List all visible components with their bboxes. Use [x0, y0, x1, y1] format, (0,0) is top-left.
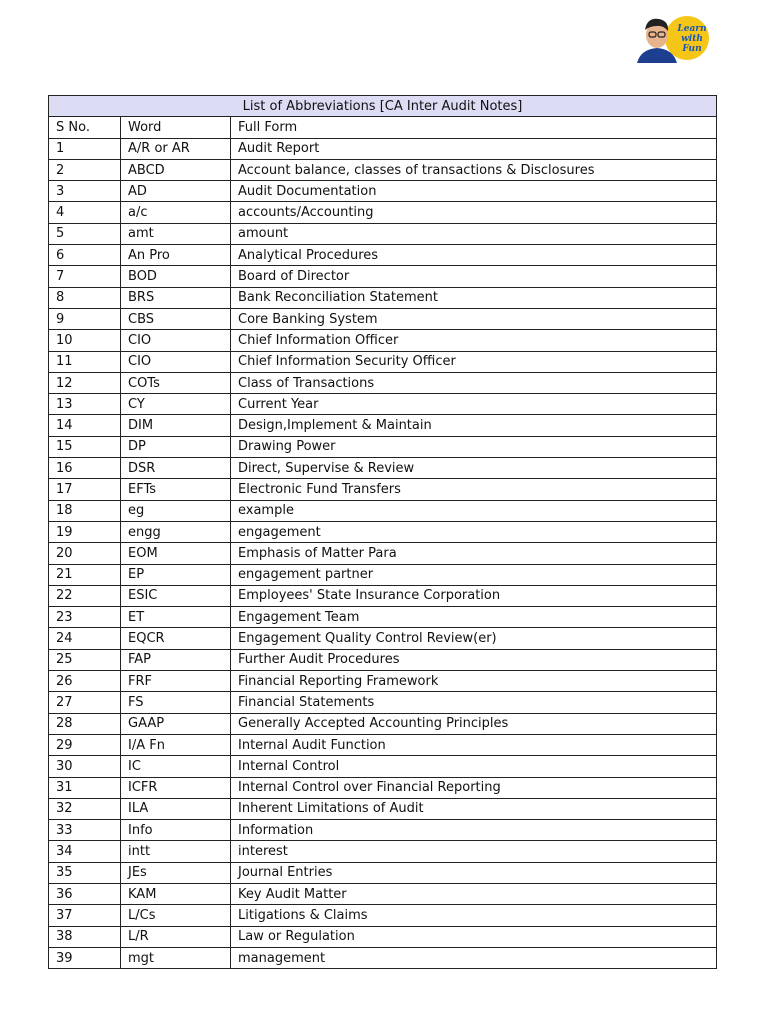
cell-word: I/A Fn: [121, 734, 231, 755]
table-row: [49, 266, 717, 287]
cell-full-form: Core Banking System: [231, 308, 717, 329]
cell-s-no: 33: [49, 820, 121, 841]
cell-word: ILA: [121, 798, 231, 819]
table-row: [49, 926, 717, 947]
cell-full-form: Further Audit Procedures: [231, 649, 717, 670]
table-title: List of Abbreviations [CA Inter Audit Notes]: [49, 96, 717, 117]
cell-full-form: Audit Report: [231, 138, 717, 159]
cell-full-form: accounts/Accounting: [231, 202, 717, 223]
table-row: [49, 585, 717, 606]
cell-full-form: engagement: [231, 521, 717, 542]
cell-full-form: Employees' State Insurance Corporation: [231, 585, 717, 606]
table-row: [49, 287, 717, 308]
cell-word: ET: [121, 607, 231, 628]
cell-s-no: 32: [49, 798, 121, 819]
cell-s-no: 26: [49, 671, 121, 692]
cell-s-no: 18: [49, 500, 121, 521]
cell-word: ICFR: [121, 777, 231, 798]
cell-s-no: 20: [49, 543, 121, 564]
table-row: [49, 798, 717, 819]
cell-word: mgt: [121, 947, 231, 968]
cell-word: FS: [121, 692, 231, 713]
cell-s-no: 7: [49, 266, 121, 287]
cell-word: BOD: [121, 266, 231, 287]
table-row: [49, 734, 717, 755]
cell-full-form: Chief Information Security Officer: [231, 351, 717, 372]
cell-word: KAM: [121, 883, 231, 904]
cell-word: CIO: [121, 351, 231, 372]
table-row: [49, 841, 717, 862]
cell-full-form: Board of Director: [231, 266, 717, 287]
cell-s-no: 9: [49, 308, 121, 329]
cell-full-form: Current Year: [231, 394, 717, 415]
cell-word: intt: [121, 841, 231, 862]
table-row: [49, 245, 717, 266]
cell-s-no: 25: [49, 649, 121, 670]
table-row: [49, 436, 717, 457]
cell-full-form: Law or Regulation: [231, 926, 717, 947]
table-row: [49, 458, 717, 479]
table-row: [49, 202, 717, 223]
cell-word: EQCR: [121, 628, 231, 649]
cell-s-no: 16: [49, 458, 121, 479]
cell-full-form: Inherent Limitations of Audit: [231, 798, 717, 819]
cell-word: DP: [121, 436, 231, 457]
table-row: [49, 159, 717, 180]
cell-s-no: 13: [49, 394, 121, 415]
cell-word: EP: [121, 564, 231, 585]
table-row: [49, 947, 717, 968]
cell-s-no: 14: [49, 415, 121, 436]
table-row: [49, 308, 717, 329]
cell-full-form: engagement partner: [231, 564, 717, 585]
cell-word: IC: [121, 756, 231, 777]
cell-word: JEs: [121, 862, 231, 883]
cell-word: Info: [121, 820, 231, 841]
table-row: [49, 351, 717, 372]
table-row: [49, 372, 717, 393]
table-row: [49, 607, 717, 628]
cell-full-form: management: [231, 947, 717, 968]
cell-full-form: interest: [231, 841, 717, 862]
cell-full-form: Drawing Power: [231, 436, 717, 457]
cell-s-no: 31: [49, 777, 121, 798]
cell-s-no: 6: [49, 245, 121, 266]
cell-s-no: 38: [49, 926, 121, 947]
cell-s-no: 23: [49, 607, 121, 628]
cell-s-no: 17: [49, 479, 121, 500]
table-row: [49, 138, 717, 159]
cell-full-form: Generally Accepted Accounting Principles: [231, 713, 717, 734]
cell-s-no: 22: [49, 585, 121, 606]
cell-full-form: Financial Statements: [231, 692, 717, 713]
cell-full-form: Financial Reporting Framework: [231, 671, 717, 692]
cell-full-form: Design,Implement & Maintain: [231, 415, 717, 436]
cell-word: A/R or AR: [121, 138, 231, 159]
cell-full-form: Litigations & Claims: [231, 905, 717, 926]
cell-full-form: Information: [231, 820, 717, 841]
table-row: [49, 713, 717, 734]
cell-word: EOM: [121, 543, 231, 564]
cell-word: CIO: [121, 330, 231, 351]
cell-word: a/c: [121, 202, 231, 223]
table-row: [49, 883, 717, 904]
table-row: [49, 543, 717, 564]
table-row: [49, 862, 717, 883]
cell-word: ESIC: [121, 585, 231, 606]
table-row: [49, 394, 717, 415]
table-row: [49, 223, 717, 244]
cell-full-form: Internal Audit Function: [231, 734, 717, 755]
table-header-row: [49, 117, 717, 138]
cell-word: GAAP: [121, 713, 231, 734]
cell-s-no: 3: [49, 181, 121, 202]
cell-s-no: 1: [49, 138, 121, 159]
cell-full-form: Internal Control over Financial Reporting: [231, 777, 717, 798]
table-row: [49, 564, 717, 585]
cell-word: CY: [121, 394, 231, 415]
cell-full-form: Class of Transactions: [231, 372, 717, 393]
cell-word: EFTs: [121, 479, 231, 500]
cell-s-no: 29: [49, 734, 121, 755]
header-full-form: Full Form: [231, 117, 717, 138]
cell-s-no: 39: [49, 947, 121, 968]
cell-s-no: 19: [49, 521, 121, 542]
cell-s-no: 12: [49, 372, 121, 393]
cell-word: ABCD: [121, 159, 231, 180]
cell-full-form: Journal Entries: [231, 862, 717, 883]
cell-s-no: 30: [49, 756, 121, 777]
cell-s-no: 28: [49, 713, 121, 734]
cell-full-form: Audit Documentation: [231, 181, 717, 202]
cell-full-form: Bank Reconciliation Statement: [231, 287, 717, 308]
table-row: [49, 905, 717, 926]
cell-word: DIM: [121, 415, 231, 436]
table-row: [49, 500, 717, 521]
cell-s-no: 27: [49, 692, 121, 713]
cell-s-no: 24: [49, 628, 121, 649]
table-row: [49, 820, 717, 841]
cell-s-no: 15: [49, 436, 121, 457]
cell-word: L/R: [121, 926, 231, 947]
cell-s-no: 37: [49, 905, 121, 926]
cell-s-no: 36: [49, 883, 121, 904]
cell-word: BRS: [121, 287, 231, 308]
abbreviations-table: [48, 95, 717, 969]
table-row: [49, 649, 717, 670]
cell-full-form: Analytical Procedures: [231, 245, 717, 266]
cell-s-no: 2: [49, 159, 121, 180]
cell-word: FAP: [121, 649, 231, 670]
cell-word: DSR: [121, 458, 231, 479]
cell-s-no: 34: [49, 841, 121, 862]
cell-full-form: Electronic Fund Transfers: [231, 479, 717, 500]
cell-s-no: 8: [49, 287, 121, 308]
cell-full-form: Direct, Supervise & Review: [231, 458, 717, 479]
header-s-no: S No.: [49, 117, 121, 138]
table-row: [49, 692, 717, 713]
cell-s-no: 21: [49, 564, 121, 585]
cell-word: L/Cs: [121, 905, 231, 926]
table-row: [49, 330, 717, 351]
cell-word: CBS: [121, 308, 231, 329]
cell-word: COTs: [121, 372, 231, 393]
cell-s-no: 11: [49, 351, 121, 372]
table-row: [49, 521, 717, 542]
cell-s-no: 35: [49, 862, 121, 883]
cell-full-form: Internal Control: [231, 756, 717, 777]
cell-full-form: amount: [231, 223, 717, 244]
table-row: [49, 181, 717, 202]
cell-full-form: example: [231, 500, 717, 521]
cell-full-form: Chief Information Officer: [231, 330, 717, 351]
cell-word: amt: [121, 223, 231, 244]
cell-full-form: Engagement Team: [231, 607, 717, 628]
cell-s-no: 5: [49, 223, 121, 244]
cell-word: AD: [121, 181, 231, 202]
table-row: [49, 777, 717, 798]
table-title-row: [49, 96, 717, 117]
cell-full-form: Emphasis of Matter Para: [231, 543, 717, 564]
cell-s-no: 4: [49, 202, 121, 223]
logo-text: Learn with Fun: [677, 24, 707, 54]
table-row: [49, 671, 717, 692]
cell-s-no: 10: [49, 330, 121, 351]
cell-full-form: Account balance, classes of transactions & Disclosures: [231, 159, 717, 180]
cell-full-form: Key Audit Matter: [231, 883, 717, 904]
cell-full-form: Engagement Quality Control Review(er): [231, 628, 717, 649]
cell-word: eg: [121, 500, 231, 521]
table-row: [49, 479, 717, 500]
table-row: [49, 756, 717, 777]
table-row: [49, 628, 717, 649]
table-row: [49, 415, 717, 436]
cell-word: FRF: [121, 671, 231, 692]
header-word: Word: [121, 117, 231, 138]
cell-word: engg: [121, 521, 231, 542]
cell-word: An Pro: [121, 245, 231, 266]
